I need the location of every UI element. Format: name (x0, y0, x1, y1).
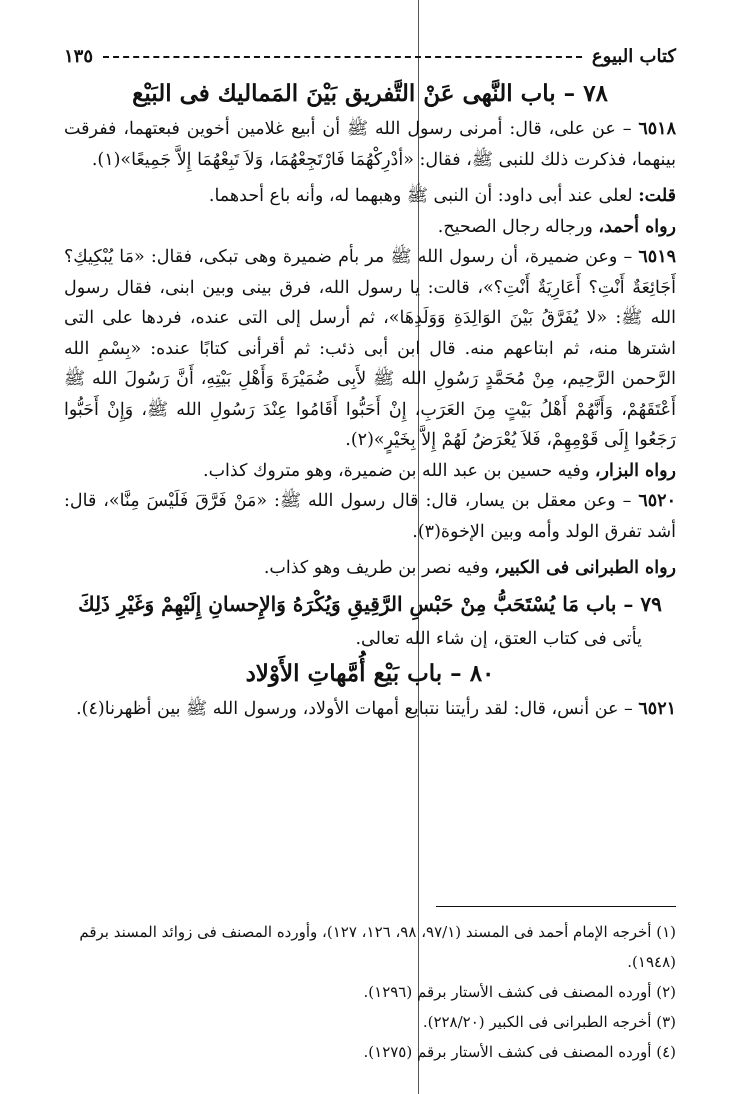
hadith-number: ٦٥١٨ (638, 119, 676, 139)
chapter-80-title: ٨٠ – باب بَيْع أُمَّهاتِ الأَوْلاد (245, 660, 495, 687)
hadith-6521 (64, 694, 676, 725)
hadith-number: ٦٥٢٠ (638, 491, 676, 511)
hadith-text: – وعن معقل بن يسار، قال: قال رسول الله ﷺ: «مَنْ فَرَّقَ فَلَيْسَ مِنَّا»، قال: أشد تفرق الولد وأمه وبين الإخوة(٣). (64, 491, 676, 542)
narration-grade: ورجاله رجال الصحيح. (437, 216, 593, 237)
hadith-number: ٦٥١٩ (638, 247, 676, 267)
running-title: كتاب البيوع (591, 45, 676, 67)
hadith-6520 (64, 486, 676, 547)
footnote-3: (٣) أخرجه الطبرانى فى الكبير (٢٢٨/٢٠). (422, 1013, 676, 1031)
narrator: رواه البزار، (594, 460, 676, 481)
footnote-2: (٢) أورده المصنف فى كشف الأستار برقم (١٢٩٦). (363, 983, 676, 1001)
page-body (64, 40, 676, 725)
footnotes (64, 902, 676, 1067)
page-number: ١٣٥ (64, 45, 94, 67)
chapter-78-title: ٧٨ – باب النَّهى عَنْ التَّفريق بَيْنَ المَماليك فى البَيْع (132, 80, 608, 107)
narrator: رواه الطبرانى فى الكبير، (494, 558, 676, 578)
narration-source-1 (64, 212, 676, 243)
hadith-text: – وعن ضميرة، أن رسول الله ﷺ مر بأم ضميرة وهى تبكى، فقال: «مَا يُبْكِيكِ؟ أَجَائِعَةٌ أَنْتِ؟ أَعَارِيَةٌ أَنْتِ؟»، قالت: يا رسول الله، فرق بينى وبين ابنى، فقال رسول الله ﷺ: «لا يُفَرَّقُ بَيْنَ الوَالِدَةِ وَوَلَدِهَا»، ثم أرسل إلى التى عنده، فردها على التى اشترها منه، ثم ابتاعهم منه. قال ابن أبى ذئب: ثم أقرأنى كتابًا عنده: «بِسْمِ الله الرَّحمن الرَّحِيم، مِنْ مُحَمَّدٍ رَسُولِ الله ﷺ لأَبِى ضُمَيْرَةَ وَأَهْلِ بَيْتِهِ، أَنَّ رَسُولَ الله ﷺ أَعْتَقَهُمْ، وَأَنَّهُمْ أَهْلُ بَيْتٍ مِنَ العَرَبِ، إِنْ أَحَبُّوا أَقَامُوا عِنْدَ رَسُولِ الله ﷺ، وَإِنْ أَحَبُّوا رَجَعُوا إِلَى قَوْمِهِمْ، فَلاَ يُعْرَضُ لَهُمْ إِلاَّ بِخَيْرٍ»(٢). (64, 247, 676, 450)
footnote-1: (١) أخرجه الإمام أحمد فى المسند (٩٧/١، ٩٨، ١٢٦، ١٢٧)، وأورده المصنف فى زوائد المسند برقم (١٩٤٨). (79, 923, 676, 971)
hadith-6519 (64, 242, 676, 456)
footnote-4: (٤) أورده المصنف فى كشف الأستار برقم (١٢٧٥). (363, 1043, 676, 1061)
hadith-text: – عن أنس، قال: لقد رأيتنا نتبايع أمهات الأولاد، ورسول الله ﷺ بين أظهرنا(٤). (76, 699, 633, 719)
narrator: رواه أحمد، (598, 216, 676, 237)
footnote-rule (436, 906, 676, 907)
hadith-number: ٦٥٢١ (638, 699, 676, 719)
narration-grade: وفيه نصر بن طريف وهو كذاب. (263, 558, 489, 578)
narration-source-2 (64, 456, 676, 487)
chapter-79-title: ٧٩ – باب مَا يُسْتَحَبُّ مِنْ حَبْسِ الرَّقِيقِ وَيُكْرَهُ وَالإِحسانِ إِلَيْهِمْ وَغَيْرِ ذَلِكَ (78, 591, 662, 616)
hadith-6518 (64, 114, 676, 175)
chapter-79-text: يأتى فى كتاب العتق، إن شاء الله تعالى. (355, 628, 642, 649)
note-text: لعلى عند أبى داود: أن النبى ﷺ وهبهما له، وأنه باع أحدهما. (208, 186, 633, 206)
hadith-text: – عن على، قال: أمرنى رسول الله ﷺ أن أبيع غلامين أخوين فبعتهما، ففرقت بينهما، فذكرت ذلك للنبى ﷺ، فقال: «أدْرِكْهُمَا فَارْتَجِعْهُمَا، وَلاَ تَبِعْهُمَا إِلاَّ جَمِيعًا»(١). (64, 119, 676, 170)
header-dash-rule (103, 56, 582, 58)
note-label: قلت: (638, 186, 676, 206)
narration-source-3 (64, 553, 676, 584)
narration-grade: وفيه حسين بن عبد الله بن ضميرة، وهو متروك كذاب. (203, 460, 590, 481)
running-header (64, 40, 676, 74)
author-note (64, 181, 676, 212)
